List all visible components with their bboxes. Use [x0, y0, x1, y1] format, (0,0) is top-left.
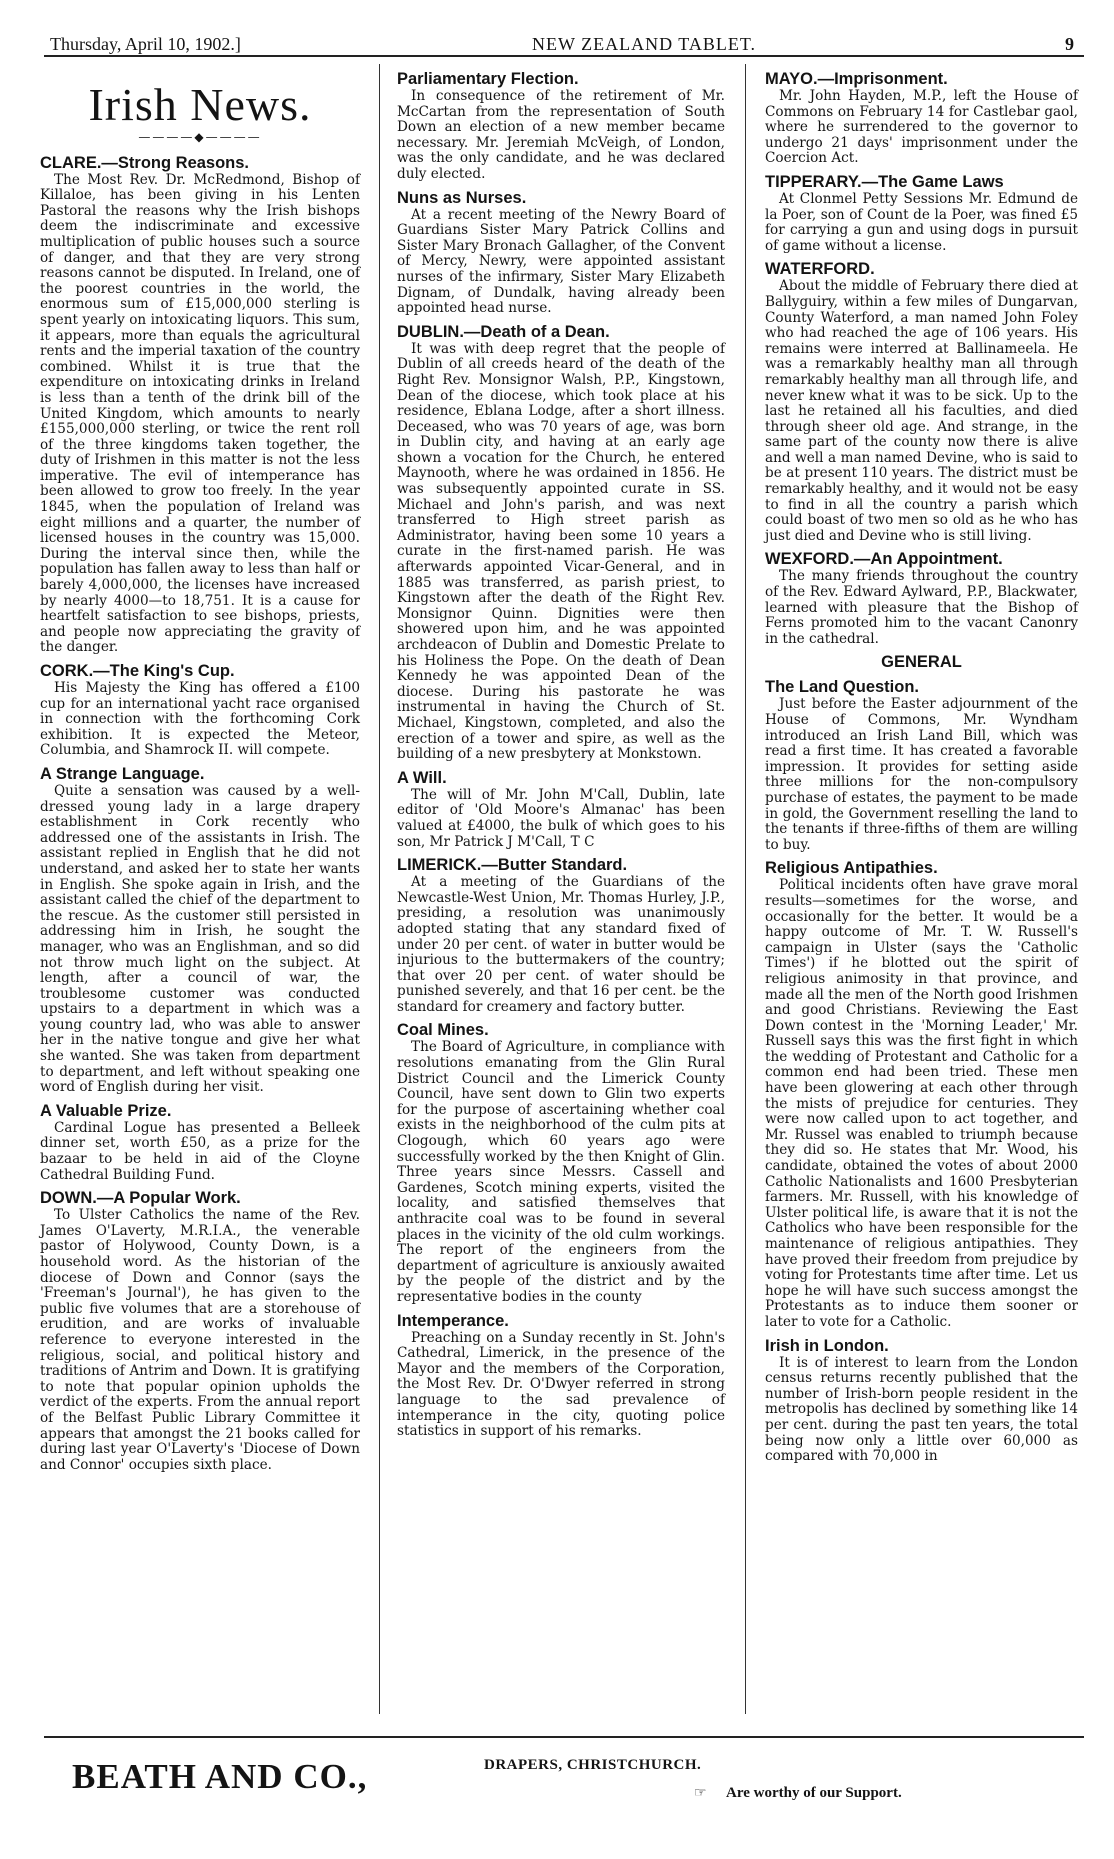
- article-body: At a recent meeting of the Newry Board of Guardians Sister Mary Patrick Collins and Sister Mary Bronach Gallagher, of the Convent of Mercy, Newry, were appointed assistant nurses of the infirmary, Sister Mary Elizabeth Dignam, of Dundalk, having already been appointed head nurse.: [397, 206, 725, 317]
- article-heading: LIMERICK.—Butter Standard.: [397, 856, 628, 875]
- article-body: About the middle of February there died at Ballyguiry, within a few miles of Dungarvan, County Waterford, a man named John Foley who had reached the age of 106 years. His remains were interred at Ballinameela. He was a remarkably healthy man all through remarkably healthy man all through life, and never knew what it was to be sick. Up to the last he retained all his faculties, and died through sheer old age. And strange, in the same part of the county now there is alive and well a man named Devine, who is said to be at present 110 years. The district must be remarkably healthy, and it would not be easy to find in all the country a parish which could boast of two men so old as he who has just died and Devine who is still living.: [765, 278, 1078, 544]
- article-body: At a meeting of the Guardians of the Newcastle-West Union, Mr. Thomas Hurley, J.P., presiding, a resolution was unanimously adopted stating that any standard fixed of under 20 per cent. of water in butter would be injurious to the buttermakers of the country; that over 20 per cent. of water should be punished severely, and that 16 per cent. be the standard for creamery and factory butter.: [397, 874, 725, 1015]
- newspaper-title: NEW ZEALAND TABLET.: [531, 34, 757, 54]
- article-body: Political incidents often have grave moral results—sometimes for the worse, and occasionally for the better. It would be a happy outcome of Mr. T. W. Russell's campaign in Ulster (says the 'Catholic Times') if he blotted out the spirit of religious animosity in that province, and made all the men of the North good Irishmen and good Christians. Reviewing the East Down contest in the 'Morning Leader,' Mr. Russell says this was the first fight in which the wedding of Protestant and Catholic for a common end had been tried. These men have been glowering at each other through the mists of prejudice for centuries. They were now called upon to act together, and Mr. Russel was enabled to triumph because they did so. He states that Mr. Wood, his candidate, obtained the votes of about 2000 Catholic Nationalists and 1600 Presbyterian farmers. Mr. Russell, with his knowledge of Ulster political life, is aware that it is not the Catholics who have been responsible for the maintenance of religious antipathies. They have proved their freedom from prejudice by voting for Protestants time after time. Let us hope he will have such success amongst the Protestants as to induce them sooner or later to vote for a Catholic.: [765, 877, 1078, 1330]
- article-body: The Board of Agriculture, in compliance with resolutions emanating from the Glin Rural District Council and the Limerick County Council, have sent down to Glin two experts for the purpose of ascertaining whether coal exists in the neighborhood of the culm pits at Clogough, which 60 years ago were successfully worked by the then Knight of Glin. Three years since Messrs. Cassell and Gardenes, Scotch mining experts, visited the locality, and satisfied themselves that anthracite coal was to be found in several places in the vicinity of the old culm workings. The report of the engineers from the department of agriculture is anxiously awaited by the people of the district and by the representative bodies in the county: [397, 1039, 725, 1305]
- article-heading: The Land Question.: [765, 678, 920, 697]
- page-number: 9: [1065, 34, 1074, 54]
- advertisement-footer: [44, 1745, 1084, 1825]
- article-heading: Irish in London.: [765, 1336, 889, 1355]
- column-1: [40, 64, 360, 1473]
- article-heading: A Strange Language.: [40, 764, 205, 783]
- advertiser-name: BEATH AND CO.,: [72, 1757, 368, 1796]
- article-body: At Clonmel Petty Sessions Mr. Edmund de la Poer, son of Count de la Poer, was fined £5 for carrying a gun and using dogs in pursuit of game without a license.: [765, 190, 1078, 254]
- pointing-hand-icon: ☞: [694, 1785, 707, 1801]
- article-heading: WATERFORD.: [765, 260, 875, 279]
- article-heading: CLARE.—Strong Reasons.: [40, 153, 250, 172]
- masthead: [44, 28, 1074, 58]
- issue-date: Thursday, April 10, 1902.]: [50, 34, 241, 54]
- advertiser-location: DRAPERS, CHRISTCHURCH.: [484, 1757, 702, 1773]
- title-ornament: ————◆————: [138, 130, 262, 144]
- article-body: Mr. John Hayden, M.P., left the House of Commons on February 14 for Castlebar gaol, where he surrendered to the governor to undergo 21 days' imprisonment under the Coercion Act.: [765, 88, 1078, 167]
- article-body: It is of interest to learn from the London census returns recently published that the number of Irish-born people resident in the metropolis has declined by something like 14 per cent. during the past ten years, the total being now only a little over 60,000 as compared with 70,000 in: [765, 1354, 1078, 1465]
- article-heading: DOWN.—A Popular Work.: [40, 1189, 241, 1208]
- section-heading: GENERAL: [881, 653, 962, 672]
- article-body: To Ulster Catholics the name of the Rev. James O'Laverty, M.R.I.A., the venerable pastor of Holywood, County Down, is a household word. As the historian of the diocese of Down and Connor (says the 'Freeman's Journal'), he has given to the public five volumes that are a storehouse of erudition, and are works of invaluable reference to everyone interested in the religious, social, and political history and traditions of Antrim and Down. It is gratifying to note that popular opinion upholds the verdict of the experts. From the annual report of the Belfast Public Library Committee it appears that amongst the 21 books called for during last year O'Laverty's 'Diocese of Down and Connor' occupies sixth place.: [40, 1207, 360, 1473]
- column-2: [397, 64, 725, 1440]
- article-body: The will of Mr. John M'Call, Dublin, late editor of 'Old Moore's Almanac' has been valued at £4000, the bulk of which goes to his son, Mr Patrick J M'Call, T C: [397, 786, 725, 850]
- article-body: In consequence of the retirement of Mr. McCartan from the representation of South Down an election of a new member became necessary. Mr. Jeremiah McVeigh, of London, was the only candidate, and he was declared duly elected.: [397, 88, 725, 182]
- article-heading: Nuns as Nurses.: [397, 188, 527, 207]
- advertiser-slogan: Are worthy of our Support.: [726, 1785, 902, 1801]
- column-divider: [379, 64, 380, 1714]
- article-heading: TIPPERARY.—The Game Laws: [765, 172, 1004, 191]
- column-divider: [745, 64, 746, 1714]
- article-body: Just before the Easter adjournment of the House of Commons, Mr. Wyndham introduced an Irish Land Bill, which was read a first time. It has created a favorable impression. It provides for setting aside three millions for the non-compulsory purchase of estates, the payment to be made in gold, the Government reselling the land to the tenants if three-fifths of them are willing to buy.: [765, 696, 1078, 853]
- article-heading: A Will.: [397, 768, 447, 787]
- article-body: Preaching on a Sunday recently in St. John's Cathedral, Limerick, in the presence of the Mayor and the members of the Corporation, the Most Rev. Dr. O'Dwyer referred in strong language to the sad prevalence of intemperance in the city, quoting police statistics in support of his remarks.: [397, 1329, 725, 1440]
- section-title: Irish News.: [88, 79, 312, 130]
- article-heading: WEXFORD.—An Appointment.: [765, 550, 1003, 569]
- masthead-rule: [44, 55, 1084, 57]
- column-3: [765, 64, 1078, 1465]
- article-body: The Most Rev. Dr. McRedmond, Bishop of Killaloe, has been giving in his Lenten Pastoral the reasons why the Irish bishops deem the indiscriminate and excessive multiplication of public houses such a source of danger, and that they are very strong reasons cannot be disputed. In Ireland, one of the poorest countries in the world, the enormous sum of £15,000,000 sterling is spent yearly on intoxicating liquors. This sum, it appears, more than equals the agricultural rents and the imperial taxation of the country combined. Whilst it is true that the expenditure on intoxicating drinks in Ireland is less than a tenth of the drink bill of the United Kingdom, which amounts to nearly £155,000,000 sterling, or twice the rent roll of the three kingdoms taken together, the duty of Irishmen in this matter is not the less imperative. The evil of intemperance has been allowed to grow too freely. In the year 1845, when the population of Ireland was eight millions and a quarter, the number of licensed houses in the country was 15,000. During the interval since then, while the population has fallen away to less than half or barely 4,000,000, the licenses have increased by nearly 4000—to 18,751. It is a cause for heartfelt satisfaction to see bishops, priests, and people now appreciating the gravity of the danger.: [40, 171, 360, 656]
- article-heading: Coal Mines.: [397, 1021, 489, 1040]
- article-heading: Parliamentary Flection.: [397, 70, 579, 88]
- article-body: The many friends throughout the country of the Rev. Edward Aylward, P.P., Blackwater, learned with pleasure that the Bishop of Ferns promoted him to the vacant Canonry in the cathedral.: [765, 568, 1078, 647]
- article-heading: A Valuable Prize.: [40, 1101, 172, 1120]
- footer-rule: [44, 1736, 1084, 1738]
- article-heading: Religious Antipathies.: [765, 859, 938, 878]
- article-body: It was with deep regret that the people of Dublin of all creeds heard of the death of the Right Rev. Monsignor Walsh, P.P., Kingstown, Dean of the diocese, which took place at his residence, Eblana Lodge, after a short illness. Deceased, who was 70 years of age, was born in Dublin city, and having at an early age shown a vocation for the Church, he entered Maynooth, where he was ordained in 1856. He was subsequently appointed curate in SS. Michael and John's parish, and was next transferred to High street parish as Administrator, having been some 10 years a curate in the first-named parish. He was afterwards appointed Vicar-General, and in 1885 was transferred, as parish priest, to Kingstown after the death of the Right Rev. Monsignor Quinn. Dignities were then showered upon him, and he was appointed archdeacon of Dublin and Domestic Prelate to his Holiness the Pope. On the death of Dean Kennedy he was appointed Dean of the diocese. During his pastorate he was instrumental in having the Church of St. Michael, Kingstown, completed, and also the erection of a tower and spire, as well as the building of a new presbytery at Monkstown.: [397, 340, 725, 763]
- article-heading: DUBLIN.—Death of a Dean.: [397, 322, 610, 341]
- article-heading: CORK.—The King's Cup.: [40, 662, 235, 680]
- article-body: Cardinal Logue has presented a Belleek dinner set, worth £50, as a prize for the bazaar to be held in aid of the Cloyne Cathedral Building Fund.: [40, 1119, 360, 1183]
- article-body: His Majesty the King has offered a £100 cup for an international yacht race organised in connection with the forthcoming Cork exhibition. It is expected the Meteor, Columbia, and Shamrock II. will compete.: [40, 680, 360, 759]
- article-body: Quite a sensation was caused by a well-dressed young lady in a large drapery establishment in Cork recently who addressed one of the assistants in Irish. The assistant replied in English that he did not understand, and asked her to state her wants in English. She spoke again in Irish, and the assistant called the chief of the department to the rescue. As the customer still persisted in addressing him in Irish, he sought the manager, who was an Englishman, and so did not throw much light on the subject. At length, after a council of war, the troublesome customer was conducted upstairs to a department in which was a young country lad, who was able to answer her in the native tongue and give her what she wanted. She was taken from department to department, and left without speaking one word of English during her visit.: [40, 782, 360, 1096]
- article-heading: MAYO.—Imprisonment.: [765, 70, 948, 88]
- article-heading: Intemperance.: [397, 1311, 509, 1330]
